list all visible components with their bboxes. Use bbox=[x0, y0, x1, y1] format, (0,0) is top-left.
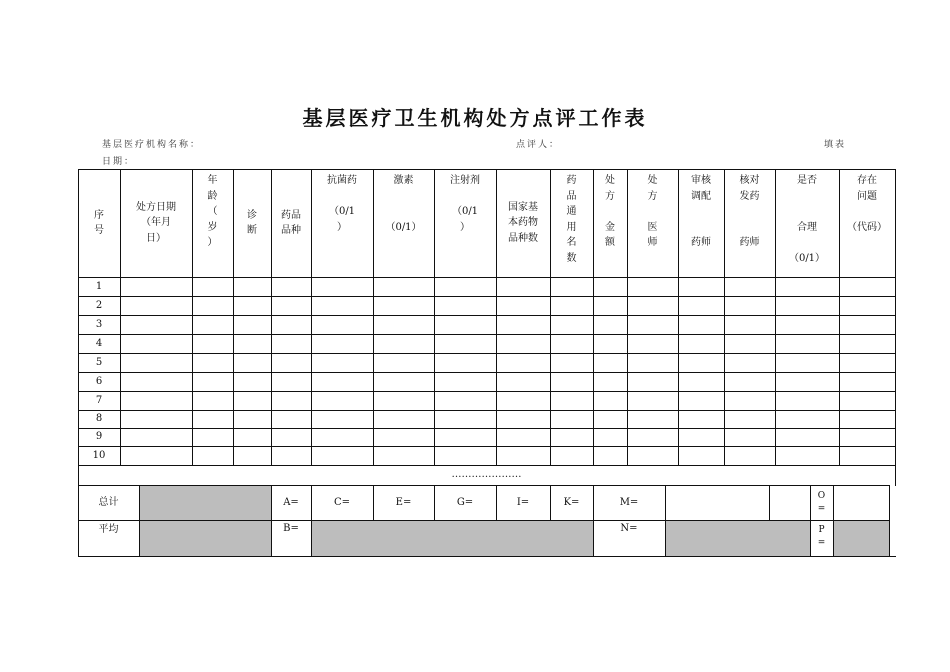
table-hline bbox=[78, 465, 896, 466]
table-vline bbox=[271, 520, 272, 557]
table-vline bbox=[593, 520, 594, 557]
summary-m-cell: M= bbox=[619, 496, 639, 508]
table-vline bbox=[833, 485, 834, 521]
table-hline bbox=[78, 353, 896, 354]
table-vline bbox=[895, 169, 896, 466]
table-top-border bbox=[78, 169, 896, 170]
row-number: 10 bbox=[92, 449, 106, 461]
table-vline bbox=[889, 520, 890, 557]
column-header: 处方日期 （年月 日） bbox=[136, 201, 176, 244]
table-hline bbox=[78, 446, 896, 447]
avg-gray-fill-1 bbox=[311, 520, 593, 556]
column-header: 序 号 bbox=[94, 209, 104, 236]
table-hline bbox=[78, 556, 896, 557]
row-number: 2 bbox=[95, 299, 103, 311]
table-vline bbox=[724, 169, 725, 466]
table-vline bbox=[192, 169, 193, 466]
row-number: 7 bbox=[95, 394, 103, 406]
table-hline bbox=[78, 428, 896, 429]
table-vline bbox=[271, 169, 272, 466]
column-header: 年 龄 （ 岁 ） bbox=[207, 175, 218, 248]
row-number: 8 bbox=[95, 413, 103, 425]
column-header: 处 方 医 师 bbox=[647, 175, 658, 248]
summary-o-cell: O = bbox=[817, 490, 826, 514]
table-vline bbox=[665, 485, 666, 521]
total-label: 总计 bbox=[98, 496, 119, 508]
column-header: 激素 （0/1） bbox=[385, 175, 422, 233]
column-header: 核对 发药 药师 bbox=[739, 175, 760, 248]
table-hline bbox=[78, 391, 896, 392]
table-vline bbox=[233, 169, 234, 466]
row-number: 4 bbox=[95, 337, 103, 349]
table-vline bbox=[496, 169, 497, 466]
table-vline bbox=[311, 520, 312, 557]
column-header: 抗菌药 （0/1 ） bbox=[327, 175, 357, 233]
summary-c-cell: C= bbox=[333, 496, 351, 508]
table-vline bbox=[271, 485, 272, 521]
column-header: 国家基 本药物 品种数 bbox=[508, 201, 538, 244]
column-header: 审核 调配 药师 bbox=[691, 175, 711, 248]
table-vline bbox=[889, 485, 890, 521]
form-title: 基层医疗卫生机构处方点评工作表 bbox=[302, 106, 648, 130]
table-hline bbox=[78, 277, 896, 278]
ellipsis-row: ………………… bbox=[451, 469, 522, 481]
column-header: 存在 问题 （代码） bbox=[847, 175, 887, 233]
table-vline bbox=[665, 520, 666, 557]
table-hline bbox=[78, 315, 896, 316]
table-hline bbox=[78, 372, 896, 373]
table-vline bbox=[839, 169, 840, 466]
row-number: 1 bbox=[95, 280, 103, 292]
table-vline bbox=[550, 169, 551, 466]
average-label: 平均 bbox=[98, 524, 119, 536]
table-hline bbox=[78, 334, 896, 335]
table-vline bbox=[139, 520, 140, 557]
table-vline bbox=[810, 485, 811, 521]
table-hline bbox=[78, 296, 896, 297]
summary-e-cell: E= bbox=[395, 496, 412, 508]
table-vline bbox=[434, 169, 435, 466]
summary-a-cell: A= bbox=[283, 496, 299, 508]
avg-gray-fill-3 bbox=[833, 520, 889, 556]
table-vline bbox=[769, 485, 770, 521]
avg-gray-fill-2 bbox=[665, 520, 810, 556]
column-header: 诊 断 bbox=[247, 209, 257, 236]
table-vline bbox=[627, 169, 628, 466]
table-vline bbox=[550, 485, 551, 521]
table-vline bbox=[895, 465, 896, 486]
row-number: 9 bbox=[95, 431, 103, 443]
row-number: 5 bbox=[95, 356, 103, 368]
table-vline bbox=[139, 485, 140, 521]
table-vline bbox=[78, 465, 79, 557]
table-vline bbox=[496, 485, 497, 521]
table-vline bbox=[833, 520, 834, 557]
column-header: 药 品 通 用 名 数 bbox=[566, 175, 577, 264]
column-header: 药品 品种 bbox=[281, 209, 301, 236]
row-number: 3 bbox=[95, 318, 103, 330]
date-label: 日期： bbox=[102, 157, 136, 167]
summary-i-cell: I= bbox=[516, 496, 530, 508]
table-vline bbox=[678, 169, 679, 466]
summary-b-cell: B= bbox=[283, 523, 299, 535]
row-number: 6 bbox=[95, 375, 103, 387]
table-vline bbox=[311, 169, 312, 466]
table-vline bbox=[775, 169, 776, 466]
institution-label: 基层医疗机构名称： bbox=[102, 140, 202, 150]
column-header: 注射剂 （0/1 ） bbox=[450, 175, 480, 233]
summary-g-cell: G= bbox=[456, 496, 474, 508]
table-vline bbox=[78, 169, 79, 466]
table-vline bbox=[120, 169, 121, 466]
table-vline bbox=[810, 520, 811, 557]
column-header: 处 方 金 额 bbox=[605, 175, 615, 248]
summary-k-cell: K= bbox=[563, 496, 580, 508]
table-vline bbox=[373, 169, 374, 466]
summary-n-cell: N= bbox=[620, 523, 638, 535]
table-vline bbox=[373, 485, 374, 521]
table-vline bbox=[311, 485, 312, 521]
table-hline bbox=[78, 410, 896, 411]
summary-p-cell: P = bbox=[817, 525, 826, 548]
column-header: 是否 合理 （0/1） bbox=[788, 175, 826, 264]
table-vline bbox=[593, 485, 594, 521]
filler-label: 填表 bbox=[824, 140, 847, 150]
reviewer-label: 点评人： bbox=[516, 140, 561, 150]
table-vline bbox=[593, 169, 594, 466]
table-vline bbox=[434, 485, 435, 521]
